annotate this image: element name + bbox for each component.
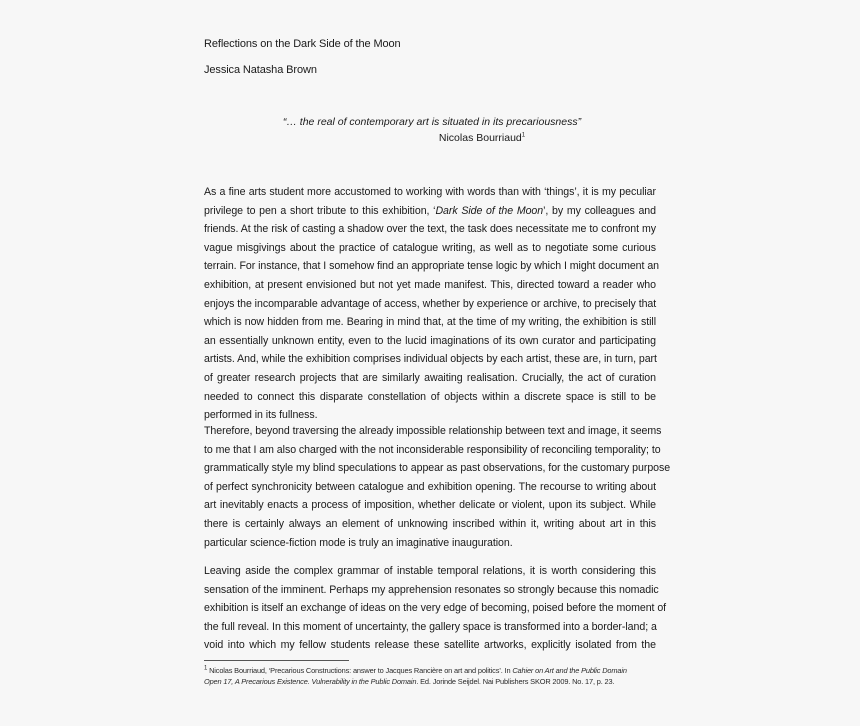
footnote (204, 665, 664, 687)
epigraph-author: Nicolas Bourriaud (438, 132, 522, 144)
text-line: vague misgivings about the practice of catalogue writing, as well as to negotiate some curious (204, 241, 656, 254)
text-line: privilege to pen a short tribute to this exhibition, ‘Dark Side of the Moon’, by my colleagues and (204, 204, 656, 217)
text-line: an essentially unknown entity, even to the lucid imaginations of its own curator and participating (204, 334, 656, 347)
footnote-number: 1 (204, 665, 208, 672)
text-line: friends. At the risk of casting a shadow over the text, the task does necessitate me to confront my (204, 223, 656, 236)
text-line: needed to connect this disparate constellation of objects within a discrete space is still to be (204, 390, 656, 403)
text-line: Leaving aside the complex grammar of instable temporal relations, it is worth considering this (204, 565, 656, 577)
text-line: grammatically style my blind speculations to appear as past observations, for the customary purpose (204, 462, 671, 475)
text-line: which is now hidden from me. Bearing in mind that, at the time of my writing, the exhibition is still (204, 316, 656, 329)
text-line: the full reveal. In this moment of uncertainty, the gallery space is transformed into a border-land; a (204, 620, 657, 633)
footnote-line: $^1$ Nicolas Bourriaud, ‘Precarious Constructions: answer to Jacques Rancière on art and politics’. In Cahier on Art and the Public Domain (204, 665, 627, 675)
text-line: performed in its fullness. (204, 409, 318, 422)
footnote-publication-subtitle: Open 17, A Precarious Existence. Vulnerability in the Public Domain (204, 677, 417, 686)
document-title: Reflections on the Dark Side of the Moon (204, 38, 401, 50)
text-line: exhibition is itself an exchange of ideas on the very edge of becoming, poised before the moment of (204, 602, 667, 615)
paragraph-2 (204, 422, 671, 552)
text-line: of greater research projects that are similarly awaiting realisation. Crucially, the act of curation (204, 371, 656, 384)
text-line: Therefore, beyond traversing the already impossible relationship between text and image, it seems (204, 425, 662, 437)
text-line: art inevitably enacts a process of imposition, whether delicate or violent, upon its subject. While (204, 499, 656, 512)
text-line: there is certainly always an element of unknowing inscribed within it, writing about art in this (204, 517, 656, 530)
text-line: As a fine arts student more accustomed to working with words than with ‘things’, it is my peculiar (204, 186, 656, 198)
text-line: to me that I am also charged with the not inconsiderable responsibility of reconciling temporality; to (204, 443, 661, 456)
footnote-reference[interactable]: 1 (521, 132, 526, 139)
footnote-divider (204, 660, 349, 661)
paragraph-3 (204, 562, 667, 655)
epigraph-quote: “… the real of contemporary art is situated in its precariousness” (282, 116, 582, 128)
text-line: enjoys the incomparable advantage of access, whether by experience or archive, to precisely that (204, 297, 657, 310)
epigraph (200, 114, 664, 146)
text-line: void into which my fellow students release these satellite artworks, explicitly isolated from the (204, 639, 656, 652)
text-line: exhibition, at present envisioned but not yet made manifest. This, directed toward a reader who (204, 278, 656, 291)
text-line: particular science-fiction mode is truly an imaginative inauguration. (204, 536, 513, 549)
text-line: of perfect synchronicity between catalogue and exhibition opening. The recourse to writing about (204, 480, 656, 493)
paragraph-1 (204, 183, 659, 425)
text-line: terrain. For instance, that I somehow find an appropriate tense logic by which I might document an (204, 260, 659, 273)
text-line: sensation of the imminent. Perhaps my apprehension resonates so strongly because this nomadic (204, 583, 659, 596)
footnote-line: Open 17, A Precarious Existence. Vulnerability in the Public Domain. Ed. Jorinde Seijdel. Nai Publishers SKOR 2009. No. 17, p. 23. (204, 677, 615, 686)
text-line: artists. And, while the exhibition comprises individual objects by each artist, these are, in turn, part (204, 353, 657, 366)
exhibition-title: Dark Side of the Moon (435, 204, 544, 217)
footnote-publication-title: Cahier on Art and the Public Domain (512, 666, 627, 675)
epigraph-attribution (200, 130, 664, 146)
document-author: Jessica Natasha Brown (204, 64, 317, 76)
